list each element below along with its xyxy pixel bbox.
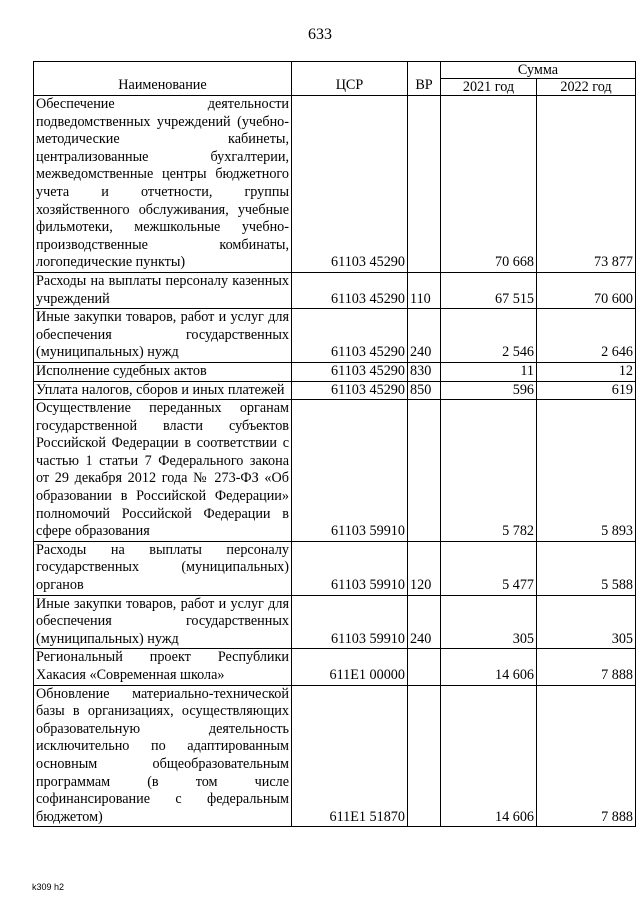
column-header-2022: 2022 год	[537, 79, 636, 96]
row-sum-2021: 14 606	[441, 685, 537, 827]
row-vr: 830	[408, 362, 441, 381]
table-row	[34, 595, 636, 649]
table-row	[34, 381, 636, 400]
row-name: Иные закупки товаров, работ и услуг для обеспечения государственных (муниципальных) нужд	[34, 309, 292, 363]
row-sum-2021: 70 668	[441, 96, 537, 273]
row-name: Осуществление переданных органам государственной власти субъектов Российской Федерации в соответствии с частью 1 статьи 7 Федерального закона от 29 декабря 2012 года № 273-ФЗ «Об образовании в Российской Федерации» полномочий Российской Федерации в сфере образования	[34, 400, 292, 542]
row-csr: 61103 45290	[292, 381, 408, 400]
row-csr: 61103 45290	[292, 362, 408, 381]
column-header-2021: 2021 год	[441, 79, 537, 96]
page-number: 633	[308, 26, 332, 43]
row-sum-2021: 596	[441, 381, 537, 400]
row-sum-2021: 5 782	[441, 400, 537, 542]
row-vr	[408, 649, 441, 685]
row-csr: 61103 59910	[292, 400, 408, 542]
row-sum-2022: 5 588	[537, 541, 636, 595]
row-name: Иные закупки товаров, работ и услуг для обеспечения государственных (муниципальных) нужд	[34, 595, 292, 649]
row-vr: 850	[408, 381, 441, 400]
row-vr	[408, 685, 441, 827]
row-vr: 240	[408, 595, 441, 649]
row-sum-2022: 305	[537, 595, 636, 649]
budget-table	[33, 61, 636, 827]
row-sum-2022: 73 877	[537, 96, 636, 273]
row-csr: 61103 45290	[292, 272, 408, 308]
row-sum-2022: 2 646	[537, 309, 636, 363]
row-csr: 61103 59910	[292, 541, 408, 595]
table-row	[34, 362, 636, 381]
row-sum-2021: 5 477	[441, 541, 537, 595]
row-csr: 611E1 00000	[292, 649, 408, 685]
row-vr: 240	[408, 309, 441, 363]
table-row	[34, 685, 636, 827]
row-vr: 120	[408, 541, 441, 595]
row-vr	[408, 96, 441, 273]
row-sum-2021: 305	[441, 595, 537, 649]
column-header-name: Наименование	[34, 62, 292, 96]
column-header-csr: ЦСР	[292, 62, 408, 96]
row-sum-2021: 67 515	[441, 272, 537, 308]
row-sum-2022: 7 888	[537, 685, 636, 827]
row-csr: 611E1 51870	[292, 685, 408, 827]
row-name: Обновление материально-технической базы в организациях, осуществляющих образовательную деятельность исключительно по адаптированным основным общеобразовательным программам (в том числе софинансирование с федеральным бюджетом)	[34, 685, 292, 827]
row-csr: 61103 45290	[292, 309, 408, 363]
row-vr: 110	[408, 272, 441, 308]
row-name: Региональный проект Республики Хакасия «Современная школа»	[34, 649, 292, 685]
row-sum-2021: 11	[441, 362, 537, 381]
row-name: Расходы на выплаты персоналу казенных учреждений	[34, 272, 292, 308]
row-csr: 61103 59910	[292, 595, 408, 649]
row-name: Расходы на выплаты персоналу государственных (муниципальных) органов	[34, 541, 292, 595]
row-sum-2021: 14 606	[441, 649, 537, 685]
table-row	[34, 400, 636, 542]
column-header-sum: Сумма	[441, 62, 636, 79]
table-row	[34, 96, 636, 273]
footer-code: k309 h2	[32, 882, 65, 892]
table-row	[34, 272, 636, 308]
row-name: Обеспечение деятельности подведомственных учреждений (учебно-методические кабинеты, централизованные бухгалтерии, межведомственные центры бюджетного учета и отчетности, группы хозяйственного обслуживания, учебные фильмотеки, межшкольные учебно-производственные комбинаты, логопедические пункты)	[34, 96, 292, 273]
table-row	[34, 649, 636, 685]
row-sum-2022: 5 893	[537, 400, 636, 542]
row-csr: 61103 45290	[292, 96, 408, 273]
row-vr	[408, 400, 441, 542]
table-row	[34, 541, 636, 595]
row-sum-2022: 70 600	[537, 272, 636, 308]
row-name: Исполнение судебных актов	[34, 362, 292, 381]
row-sum-2021: 2 546	[441, 309, 537, 363]
row-name: Уплата налогов, сборов и иных платежей	[34, 381, 292, 400]
row-sum-2022: 619	[537, 381, 636, 400]
row-sum-2022: 7 888	[537, 649, 636, 685]
header-row	[34, 62, 636, 79]
table-row	[34, 309, 636, 363]
column-header-vr: ВР	[408, 62, 441, 96]
row-sum-2022: 12	[537, 362, 636, 381]
